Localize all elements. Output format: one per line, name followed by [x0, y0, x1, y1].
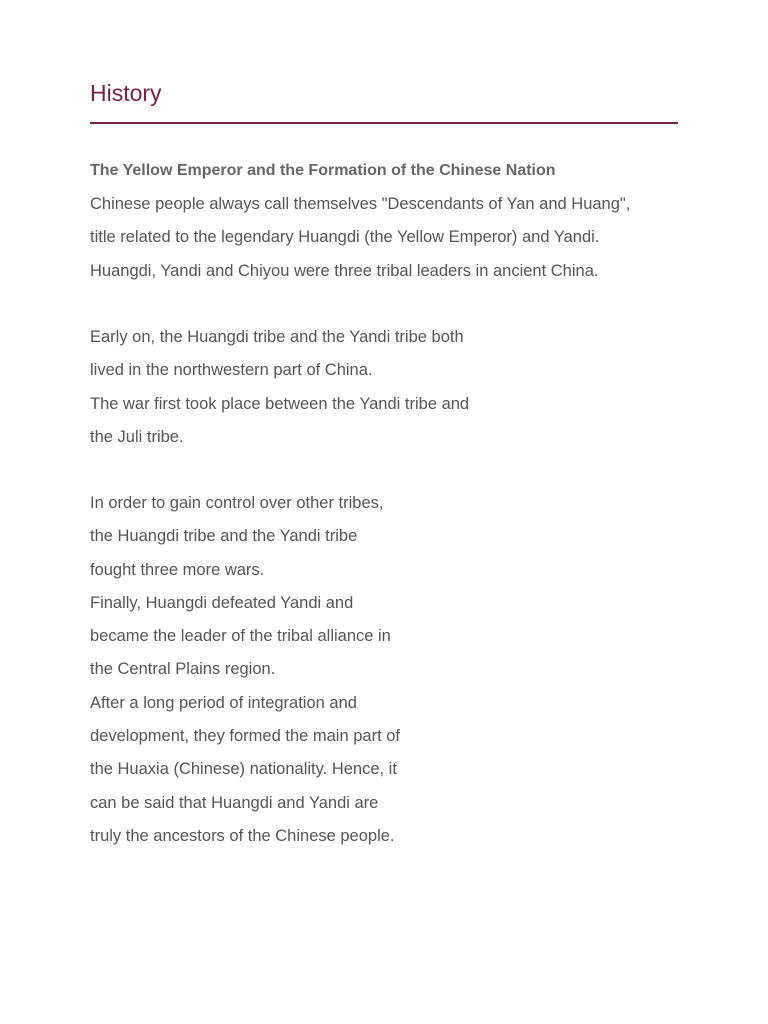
paragraph-line: Early on, the Huangdi tribe and the Yandi tribe both [90, 328, 464, 346]
paragraph-line: Huangdi, Yandi and Chiyou were three tribal leaders in ancient China. [90, 261, 599, 280]
page-title: History [90, 80, 162, 106]
paragraph-line: development, they formed the main part of [90, 727, 401, 746]
paragraph-early-tribes [90, 321, 469, 454]
paragraph-line: the Huaxia (Chinese) nationality. Hence, it [90, 760, 397, 779]
paragraph-line: After a long period of integration and [90, 693, 357, 712]
paragraph-line: lived in the northwestern part of China. [90, 361, 373, 380]
paragraph-line: the Huangdi tribe and the Yandi tribe [90, 527, 358, 546]
paragraph-line: became the leader of the tribal alliance in [90, 627, 391, 646]
paragraph-line: truly the ancestors of the Chinese people. [90, 826, 395, 845]
paragraph-line: can be said that Huangdi and Yandi are [90, 793, 379, 812]
paragraph-line: Chinese people always call themselves "Descendants of Yan and Huang", [90, 195, 631, 213]
title-divider [90, 122, 678, 124]
paragraph-line: In order to gain control over other tribes, [90, 494, 384, 512]
section-heading: The Yellow Emperor and the Formation of the Chinese Nation [90, 162, 556, 179]
paragraph-intro [90, 188, 630, 288]
paragraph-line: fought three more wars. [90, 560, 265, 579]
paragraph-wars-and-unification [90, 487, 400, 853]
paragraph-line: Finally, Huangdi defeated Yandi and [90, 593, 354, 612]
paragraph-line: The war first took place between the Yandi tribe and [90, 394, 470, 413]
paragraph-line: the Central Plains region. [90, 660, 276, 679]
paragraph-line: title related to the legendary Huangdi (the Yellow Emperor) and Yandi. [90, 228, 600, 247]
paragraph-line: the Juli tribe. [90, 427, 184, 446]
